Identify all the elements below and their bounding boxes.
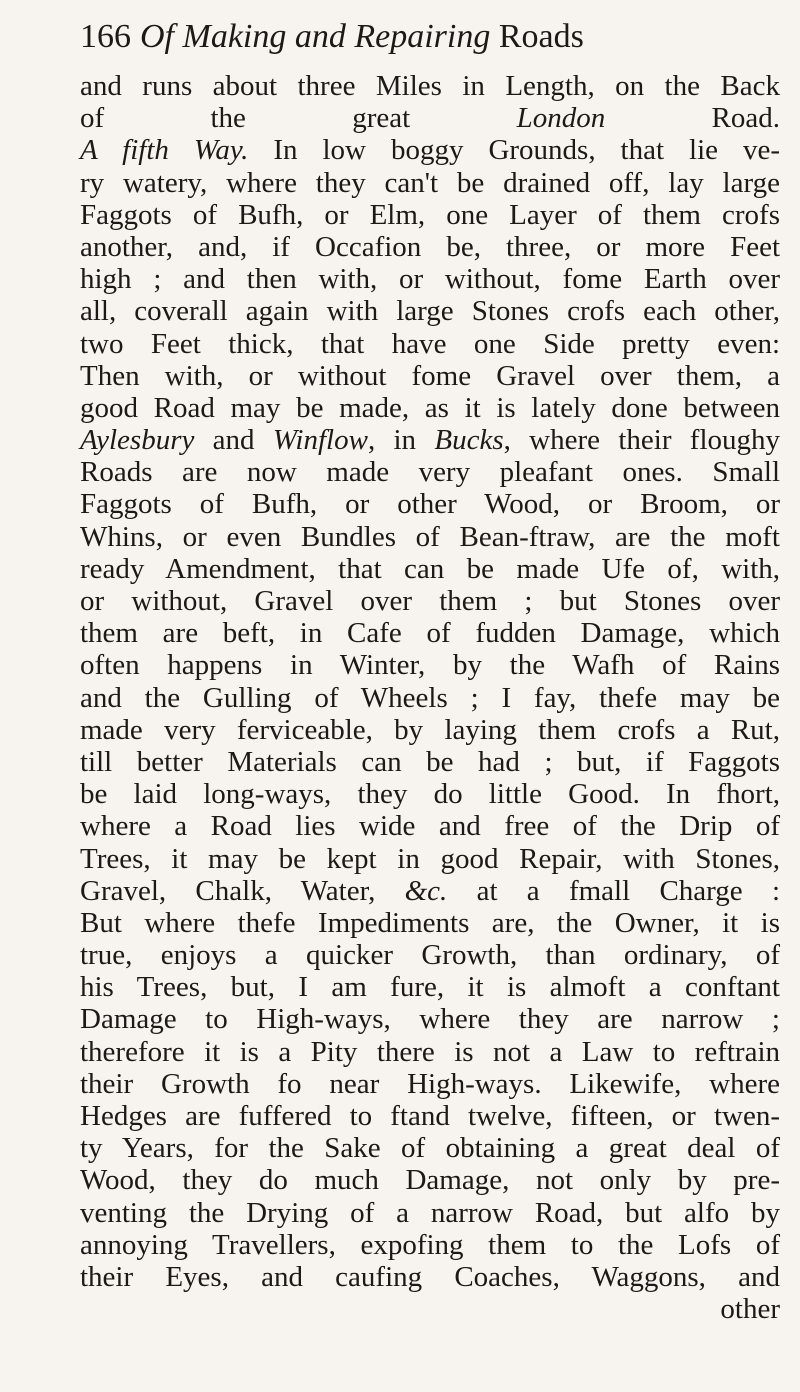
text-line: [80, 1068, 780, 1100]
italic-segment: &c.: [404, 874, 448, 907]
text-segment: two Feet thick, that have one Side pretty even:: [80, 327, 780, 360]
text-segment: good Road may be made, as it is lately done between: [80, 391, 780, 424]
text-line: [80, 1261, 780, 1293]
text-segment: them are beft, in Cafe of fudden Damage, which: [80, 617, 780, 650]
text-segment: Damage to High-ways, where they are narrow ;: [80, 1003, 780, 1036]
text-segment: But where thefe Impediments are, the Owner, it is: [80, 906, 780, 939]
text-segment: and: [194, 424, 273, 457]
text-segment: at a fmall Charge :: [447, 874, 780, 907]
text-segment: Trees, it may be kept in good Repair, with Stones,: [80, 842, 780, 875]
text-line: [80, 328, 780, 360]
text-line: [80, 70, 780, 102]
text-segment: , in: [367, 424, 435, 457]
text-line: [80, 714, 780, 746]
italic-segment: Bucks: [434, 424, 504, 457]
text-line: [80, 1293, 780, 1325]
body-text: [80, 70, 780, 1325]
text-line: [80, 907, 780, 939]
text-segment: another, and, if Occafion be, three, or more Feet: [80, 230, 780, 263]
text-segment: be laid long-ways, they do little Good. In fhort,: [80, 778, 780, 811]
text-segment: venting the Drying of a narrow Road, but alfo by: [80, 1196, 780, 1229]
text-line: [80, 1132, 780, 1164]
text-line: [80, 263, 780, 295]
running-title-italic: Of Making and Repairing: [140, 18, 491, 55]
text-segment: Faggots of Bufh, or Elm, one Layer of them crofs: [80, 198, 780, 231]
text-line: [80, 295, 780, 327]
text-segment: and runs about three Miles in Length, on the Back: [80, 70, 780, 102]
text-segment: their Eyes, and caufing Coaches, Waggons, and: [80, 1260, 780, 1293]
text-line: [80, 875, 780, 907]
text-line: [80, 134, 780, 166]
text-segment: his Trees, but, I am fure, it is almoft a conftant: [80, 971, 780, 1004]
text-segment: of the great: [80, 102, 517, 135]
text-line: [80, 1003, 780, 1035]
text-line: [80, 778, 780, 810]
text-segment: annoying Travellers, expofing them to the Lofs of: [80, 1228, 780, 1261]
text-segment: Gravel, Chalk, Water,: [80, 874, 405, 907]
text-line: [80, 360, 780, 392]
text-segment: , where their floughy: [503, 424, 781, 457]
italic-segment: Winflow: [272, 424, 368, 457]
running-title: [140, 18, 584, 56]
text-line: [80, 488, 780, 520]
text-segment: their Growth fo near High-ways. Likewife, where: [80, 1067, 780, 1100]
page-header: [80, 18, 780, 68]
text-line: [80, 746, 780, 778]
text-segment: Road.: [605, 102, 781, 135]
text-line: [80, 521, 780, 553]
text-segment: true, enjoys a quicker Growth, than ordinary, of: [80, 939, 780, 972]
text-segment: Wood, they do much Damage, not only by pre-: [80, 1164, 780, 1197]
text-line: [80, 585, 780, 617]
text-segment: Then with, or without fome Gravel over them, a: [80, 359, 780, 392]
text-line: [80, 682, 780, 714]
text-segment: other: [720, 1293, 780, 1326]
text-line: [80, 392, 780, 424]
text-line: [80, 1164, 780, 1196]
text-segment: In low boggy Grounds, that lie ve-: [248, 134, 781, 167]
text-segment: or without, Gravel over them ; but Stones over: [80, 585, 780, 617]
text-segment: till better Materials can be had ; but, if Faggots: [80, 745, 780, 778]
text-line: [80, 649, 780, 681]
text-segment: and the Gulling of Wheels ; I fay, thefe may be: [80, 681, 780, 714]
text-line: [80, 424, 780, 456]
text-segment: made very ferviceable, by laying them crofs a Rut,: [80, 713, 780, 746]
text-segment: ry watery, where they can't be drained off, lay large: [80, 166, 780, 199]
text-segment: therefore it is a Pity there is not a Law to reftrain: [80, 1035, 780, 1068]
text-line: [80, 617, 780, 649]
text-segment: often happens in Winter, by the Wafh of Rains: [80, 649, 780, 682]
text-segment: where a Road lies wide and free of the Drip of: [80, 810, 780, 843]
text-segment: all, coverall again with large Stones crofs each other,: [80, 295, 780, 328]
text-segment: Hedges are fuffered to ftand twelve, fifteen, or twen-: [80, 1100, 780, 1132]
italic-segment: A fifth Way.: [80, 134, 249, 167]
text-segment: Roads are now made very pleafant ones. Small: [80, 456, 780, 489]
text-line: [80, 971, 780, 1003]
text-line: [80, 167, 780, 199]
text-line: [80, 1036, 780, 1068]
text-segment: high ; and then with, or without, fome Earth over: [80, 263, 780, 296]
italic-segment: London: [516, 102, 606, 135]
text-line: [80, 199, 780, 231]
page-number: 166: [80, 18, 131, 55]
text-line: [80, 843, 780, 875]
text-line: [80, 810, 780, 842]
text-line: [80, 553, 780, 585]
text-segment: ready Amendment, that can be made Ufe of, with,: [80, 552, 780, 585]
text-line: [80, 456, 780, 488]
text-segment: ty Years, for the Sake of obtaining a great deal of: [80, 1132, 780, 1165]
text-segment: Faggots of Bufh, or other Wood, or Broom, or: [80, 488, 780, 521]
text-line: [80, 102, 780, 134]
text-segment: Whins, or even Bundles of Bean-ftraw, are the moft: [80, 520, 780, 553]
text-line: [80, 1197, 780, 1229]
text-line: [80, 939, 780, 971]
running-title-roman: Roads: [498, 18, 584, 55]
text-line: [80, 231, 780, 263]
italic-segment: Aylesbury: [80, 424, 195, 457]
text-line: [80, 1100, 780, 1132]
text-line: [80, 1229, 780, 1261]
